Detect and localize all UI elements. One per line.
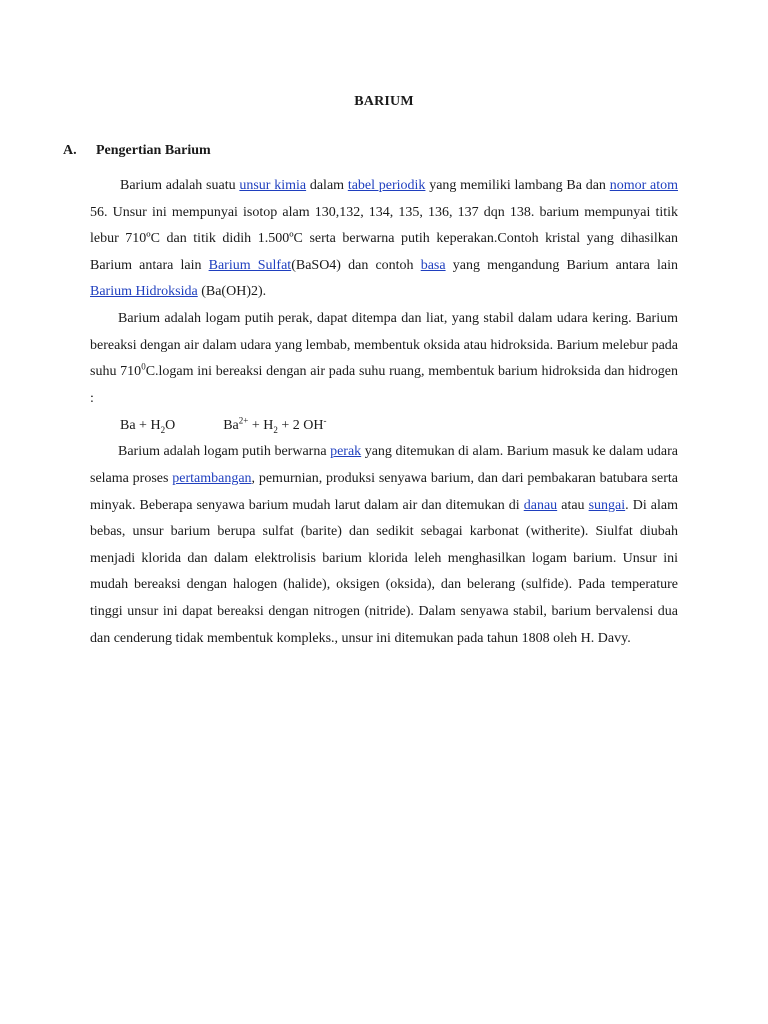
section-number: A. [63, 143, 77, 158]
subscript: 2 [273, 425, 278, 436]
equation-text: Ba + H [120, 418, 161, 434]
link-sungai[interactable]: sungai [588, 497, 626, 513]
text-run: yang memiliki lambang Ba dan [425, 178, 610, 193]
link-perak[interactable]: perak [330, 444, 362, 460]
text-run: , pemurnian, produksi senyawa barium, dan dari pembakaran batubara serta minyak. Beberapa senyawa barium mudah larut dalam air dan ditemukan di [90, 470, 678, 513]
text-run: atau [557, 497, 589, 513]
text-run: (Ba(OH)2). [197, 284, 267, 300]
equation-text: + 2 OH [277, 418, 324, 434]
paragraph-2 [90, 306, 678, 412]
section-heading [63, 143, 211, 159]
paragraph-3 [90, 439, 678, 652]
chemical-equation [90, 412, 678, 439]
text-run: Barium adalah logam putih perak, dapat ditempa dan liat, yang stabil dalam udara kering. Barium bereaksi dengan air dalam udara yang lembab, membentuk oksida atau hidroksida. Barium melebur pada suhu 710 [90, 310, 678, 380]
link-barium-sulfat[interactable]: Barium Sulfat [208, 257, 292, 273]
text-run: yang ditemukan di alam. Barium masuk ke dalam udara selama proses [90, 444, 678, 486]
text-run: dalam [306, 178, 348, 193]
link-basa[interactable]: basa [420, 257, 446, 273]
text-run: 56. Unsur ini mempunyai isotop alam 130,132, 134, 135, 136, 137 dqn 138. barium mempunyai titik lebur 710ºC dan titik didih 1.500ºC serta berwarna putih keperakan.Contoh kristal yang dihasilkan Barium antara lain [90, 204, 678, 273]
link-tabel-periodik[interactable]: tabel periodik [347, 178, 426, 193]
link-pertambangan[interactable]: pertambangan [172, 470, 252, 486]
superscript: 2+ [238, 415, 249, 426]
text-run: . Di alam bebas, unsur barium berupa sulfat (barite) dan sedikit sebagai karbonat (witherite). Siulfat diubah menjadi klorida dan dalam elektrolisis barium klorida leleh menghasilkan logam barium. Unsur ini mudah bereaksi dengan halogen (halide), oksigen (oksida), dan belerang (sulfide). Pada temperature tinggi unsur ini dapat bereaksi dengan nitrogen (nitride). Dalam senyawa stabil, barium bervalensi dua dan cenderung tidak membentuk kompleks., unsur ini ditemukan pada tahun 1808 oleh H. Davy. [90, 497, 678, 646]
equation-text: + H [248, 418, 274, 434]
equation-text: Ba [223, 418, 239, 434]
text-run: C.logam ini bereaksi dengan air pada suhu ruang, membentuk barium hidroksida dan hidrogen : [90, 364, 678, 406]
page-title: BARIUM [354, 94, 414, 109]
link-unsur-kimia[interactable]: unsur kimia [239, 178, 307, 193]
superscript: - [323, 415, 327, 426]
equation-text: O [165, 418, 176, 434]
text-run: yang mengandung Barium antara lain [445, 257, 679, 273]
link-barium-hidroksida[interactable]: Barium Hidroksida [90, 284, 198, 300]
subscript: 2 [160, 425, 166, 436]
paragraph-1 [90, 173, 678, 306]
link-nomor-atom[interactable]: nomor atom [609, 178, 679, 193]
section-title: Pengertian Barium [96, 143, 211, 158]
text-run: Barium adalah logam putih berwarna [118, 444, 331, 460]
link-danau[interactable]: danau [523, 497, 558, 513]
superscript: 0 [141, 361, 146, 372]
text-run: (BaSO4) dan contoh [291, 257, 421, 273]
document-body [90, 173, 678, 652]
text-run: Barium adalah suatu [120, 178, 240, 193]
